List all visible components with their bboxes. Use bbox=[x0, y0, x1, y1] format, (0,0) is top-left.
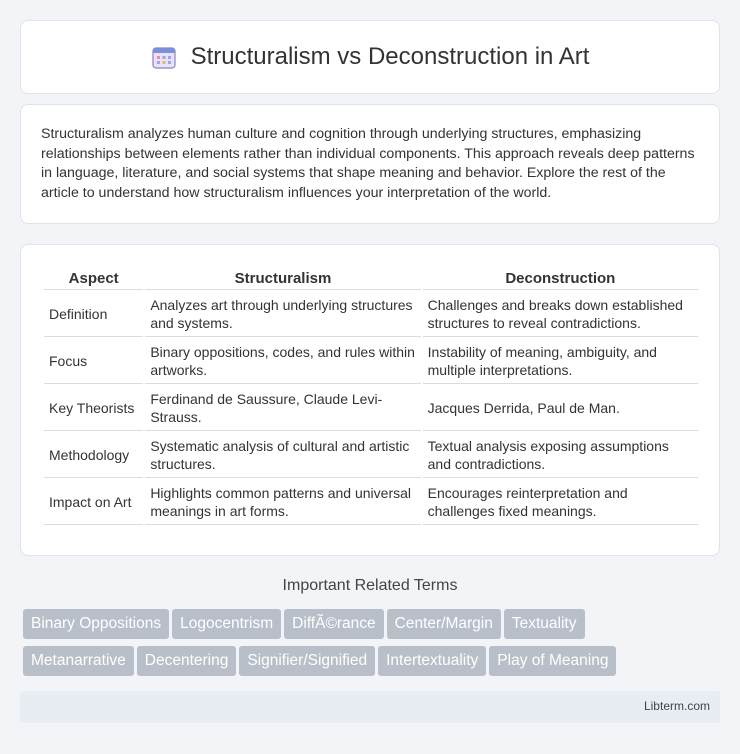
header-card bbox=[20, 20, 720, 94]
related-term-tag[interactable]: Center/Margin bbox=[387, 609, 501, 639]
related-term-tag[interactable]: Metanarrative bbox=[23, 646, 134, 676]
cell-aspect: Focus bbox=[44, 339, 143, 384]
page-title: Structuralism vs Deconstruction in Art bbox=[190, 43, 590, 70]
related-term-tag[interactable]: Play of Meaning bbox=[489, 646, 616, 676]
footer bbox=[20, 691, 720, 723]
header-aspect: Aspect bbox=[44, 267, 143, 290]
cell-deconstruction: Challenges and breaks down established structures to reveal contradictions. bbox=[423, 292, 698, 337]
table-row bbox=[44, 292, 698, 337]
cell-structuralism: Systematic analysis of cultural and artistic structures. bbox=[145, 433, 420, 478]
cell-aspect: Methodology bbox=[44, 433, 143, 478]
related-term-tag[interactable]: Signifier/Signified bbox=[239, 646, 375, 676]
header-deconstruction: Deconstruction bbox=[423, 267, 698, 290]
intro-card bbox=[20, 104, 720, 224]
related-terms-list bbox=[23, 609, 723, 683]
cell-aspect: Impact on Art bbox=[44, 480, 143, 525]
related-term-tag[interactable]: Intertextuality bbox=[378, 646, 486, 676]
footer-site-link[interactable]: Libterm.com bbox=[643, 699, 710, 713]
cell-deconstruction: Textual analysis exposing assumptions and contradictions. bbox=[423, 433, 698, 478]
table-header-row bbox=[44, 267, 698, 290]
cell-deconstruction: Jacques Derrida, Paul de Man. bbox=[423, 386, 698, 431]
table-row bbox=[44, 386, 698, 431]
cell-structuralism: Highlights common patterns and universal meanings in art forms. bbox=[145, 480, 420, 525]
cell-structuralism: Analyzes art through underlying structures and systems. bbox=[145, 292, 420, 337]
related-terms-title: Important Related Terms bbox=[282, 577, 458, 594]
cell-deconstruction: Instability of meaning, ambiguity, and multiple interpretations. bbox=[423, 339, 698, 384]
table-row bbox=[44, 339, 698, 384]
intro-text: Structuralism analyzes human culture and cognition through underlying structures, emphasizing relationships between elements rather than individual components. This approach reveals deep patterns in language, literature, and social systems that shape meaning and behavior. Explore the rest of the article to understand how structuralism influences your interpretation of the world. bbox=[41, 126, 695, 201]
cell-aspect: Definition bbox=[44, 292, 143, 337]
cell-structuralism: Ferdinand de Saussure, Claude Levi-Strauss. bbox=[145, 386, 420, 431]
related-term-tag[interactable]: DiffÃ©rance bbox=[284, 609, 384, 639]
cell-structuralism: Binary oppositions, codes, and rules within artworks. bbox=[145, 339, 420, 384]
calendar-icon bbox=[151, 45, 177, 69]
comparison-table bbox=[42, 265, 700, 527]
related-term-tag[interactable]: Decentering bbox=[137, 646, 237, 676]
related-term-tag[interactable]: Logocentrism bbox=[172, 609, 281, 639]
table-row bbox=[44, 433, 698, 478]
table-row bbox=[44, 480, 698, 525]
related-term-tag[interactable]: Binary Oppositions bbox=[23, 609, 169, 639]
comparison-card bbox=[20, 244, 720, 556]
cell-aspect: Key Theorists bbox=[44, 386, 143, 431]
related-term-tag[interactable]: Textuality bbox=[504, 609, 585, 639]
cell-deconstruction: Encourages reinterpretation and challenges fixed meanings. bbox=[423, 480, 698, 525]
header-structuralism: Structuralism bbox=[145, 267, 420, 290]
